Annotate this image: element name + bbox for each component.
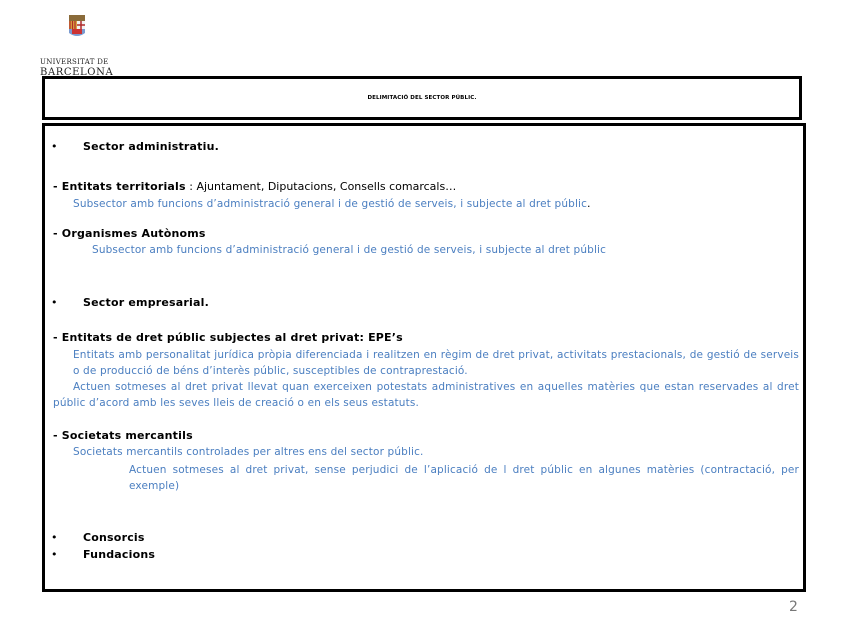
mercantils-desc1: Societats mercantils controlades per altres ens del sector públic.: [73, 446, 424, 458]
autonoms-desc: Subsector amb funcions d’administració general i de gestió de serveis, i subjecte al dret públic: [92, 244, 607, 256]
bullet-icon: •: [51, 140, 58, 153]
territorials-desc-line: [73, 192, 591, 211]
epe-label: - Entitats de dret públic subjectes al dret privat: EPE’s: [53, 331, 403, 344]
section-heading-admin: Sector administratiu.: [83, 140, 219, 153]
mercantils-desc2: Actuen sotmeses al dret privat, sense perjudici de l’aplicació de l dret públic en algunes matèries (contractació, per exemple): [129, 464, 799, 492]
territorials-detail: : Ajuntament, Diputacions, Consells comarcals…: [185, 180, 457, 193]
autonoms-label: - Organismes Autònoms: [53, 227, 206, 240]
territorials-desc: Subsector amb funcions d’administració general i de gestió de serveis, i subjecte al dret públic: [73, 198, 588, 210]
university-crest-icon: [68, 14, 86, 38]
bullet-icon: •: [51, 548, 58, 561]
territorials-desc-end: .: [587, 197, 591, 210]
slide-title: DELIMITACIÓ DEL SECTOR PÚBLIC.: [367, 95, 477, 101]
list-item-consorcis: Consorcis: [83, 531, 145, 544]
mercantils-label: - Societats mercantils: [53, 429, 193, 442]
logo-text-line1: UNIVERSITAT DE: [40, 58, 109, 66]
bullet-icon: •: [51, 531, 58, 544]
epe-desc1: Entitats amb personalitat jurídica pròpia diferenciada i realitzen en règim de dret privat, activitats prestacionals, de gestió de serveis o de producció de béns d’interès públic, susceptibles de contraprestació.: [73, 349, 799, 377]
list-item-fundacions: Fundacions: [83, 548, 156, 561]
content-box: [42, 123, 806, 592]
section-heading-empresarial: Sector empresarial.: [83, 296, 209, 309]
title-box: [42, 76, 802, 120]
logo-text-line2: BARCELONA: [40, 67, 114, 78]
territorials-label: - Entitats territorials: [53, 180, 186, 193]
bullet-icon: •: [51, 296, 58, 309]
epe-desc2: Actuen sotmeses al dret privat llevat quan exerceixen potestats administratives en aquelles matèries que estan reservades al dret públic d’acord amb les seves lleis de creació o en els seus estatuts.: [53, 381, 799, 409]
page-number: 2: [789, 599, 798, 615]
